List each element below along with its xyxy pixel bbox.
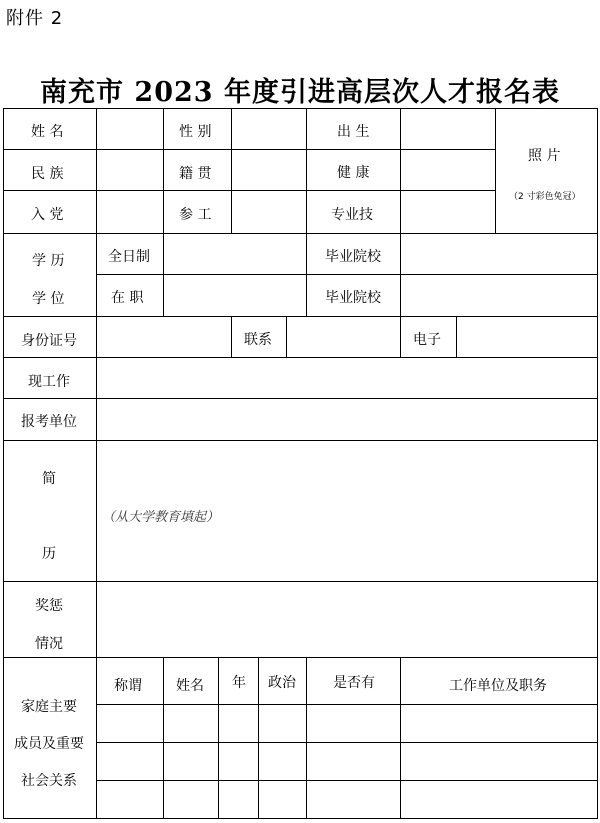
resume-label-1: 简: [42, 471, 56, 487]
rule: [218, 657, 219, 818]
rule: [3, 190, 495, 191]
rule: [3, 316, 598, 317]
rule: [306, 108, 307, 233]
rule: [400, 657, 401, 818]
graduate-school-label: 毕业院校: [325, 249, 381, 265]
page-title: 南充市 2023 年度引进高层次人才报名表: [40, 77, 560, 108]
party-join-label: 入 党: [31, 207, 64, 223]
rule: [286, 316, 287, 357]
family-header-workplace: 工作单位及职务: [449, 678, 547, 694]
family-header-whether: 是否有: [333, 675, 375, 691]
rule: [231, 108, 232, 233]
degree-label: 学 位: [32, 291, 65, 307]
rule: [456, 316, 457, 357]
photo-label: 照 片: [528, 148, 561, 164]
rule: [96, 108, 97, 233]
family-header-name: 姓名: [176, 678, 204, 694]
ethnic-label: 民 族: [31, 166, 64, 182]
rule: [400, 233, 401, 316]
rule: [597, 108, 598, 819]
birth-label: 出 生: [337, 124, 370, 140]
rule: [163, 233, 164, 316]
rule: [3, 108, 598, 109]
rule: [96, 780, 598, 781]
rule: [3, 149, 495, 150]
rule: [3, 108, 4, 819]
rule: [306, 233, 307, 316]
rule: [3, 581, 598, 582]
work-start-label: 参 工: [179, 207, 212, 223]
awards-label-2: 情况: [35, 636, 63, 652]
rule: [495, 108, 496, 233]
education-label: 学 历: [32, 253, 65, 269]
rule: [3, 440, 598, 441]
family-header-political: 政治: [268, 675, 296, 691]
gender-label: 性 别: [179, 124, 212, 140]
professional-skill-label: 专业技: [331, 207, 373, 223]
resume-label-2: 历: [42, 546, 56, 562]
rule: [258, 657, 259, 818]
rule: [400, 108, 401, 233]
rule: [96, 233, 97, 818]
photo-note: （2 寸彩色免冠）: [509, 192, 581, 202]
rule: [3, 398, 598, 399]
graduate-school-label-2: 毕业院校: [325, 290, 381, 306]
rule: [163, 108, 164, 233]
rule: [96, 704, 598, 705]
name-label: 姓 名: [31, 124, 64, 140]
phone-label: 联系: [244, 332, 272, 348]
rule: [96, 742, 598, 743]
family-header-age: 年: [232, 675, 246, 691]
rule: [306, 657, 307, 818]
health-label: 健 康: [337, 165, 370, 181]
resume-hint: （从大学教育填起）: [102, 510, 220, 525]
rule: [400, 316, 401, 357]
id-number-label: 身份证号: [21, 333, 77, 349]
family-label-2: 成员及重要: [14, 736, 84, 752]
native-place-label: 籍 贯: [179, 166, 212, 182]
rule: [3, 233, 598, 234]
rule: [163, 657, 164, 818]
email-label: 电子: [413, 332, 441, 348]
rule: [96, 274, 598, 275]
apply-unit-label: 报考单位: [21, 414, 77, 430]
onjob-label: 在 职: [111, 290, 144, 306]
attachment-label: 附件 2: [6, 8, 64, 29]
current-work-label: 现工作: [28, 374, 70, 390]
fulltime-label: 全日制: [108, 249, 150, 265]
rule: [231, 316, 232, 357]
family-label-1: 家庭主要: [21, 699, 77, 715]
rule: [3, 657, 598, 658]
family-header-relation: 称谓: [114, 678, 142, 694]
awards-label-1: 奖惩: [35, 598, 63, 614]
rule: [3, 818, 598, 819]
family-label-3: 社会关系: [21, 773, 77, 789]
rule: [3, 357, 598, 358]
